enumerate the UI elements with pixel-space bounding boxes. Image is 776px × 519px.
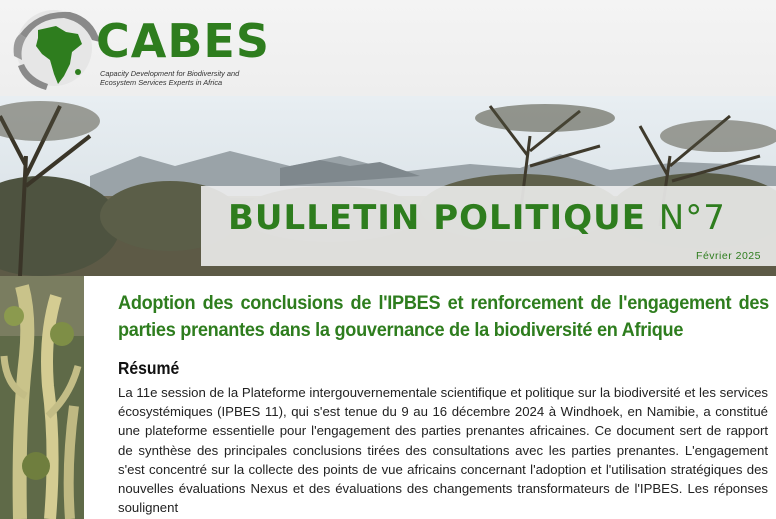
africa-globe-logo-icon (8, 4, 104, 94)
bulletin-title (228, 198, 726, 238)
logo-wordmark: CABES (96, 14, 270, 68)
bulletin-date: Février 2025 (696, 250, 761, 262)
tagline-line-1: Capacity Development for Biodiversity and (100, 69, 240, 78)
tagline-line-2: Ecosystem Services Experts in Africa (100, 78, 223, 87)
summary-paragraph: La 11e session de la Plateforme intergouvernementale scientifique et politique sur la biodiversité et les services écosystémiques (IPBES 11), qui s'est tenue du 9 au 16 décembre 2024 à Windhoek, en Namibie, a constitué une plateforme essentielle pour l'engagement des parties prenantes africaines. Ce document sert de rapport de synthèse des principales conclusions tirées des consultations avec les parties prenantes. L'engagement s'est concentré sur la collecte des points de vue africains concernant l'adoption et l'utilisation stratégiques des nouvelles évaluations Nexus et des évaluations des changements transformateurs de l'IPBES. Les réponses soulignent (118, 385, 768, 516)
logo-tagline (100, 69, 270, 87)
summary-heading: Résumé (118, 358, 180, 378)
bulletin-number: N°7 (658, 198, 726, 238)
header (0, 0, 776, 96)
document-title: Adoption des conclusions de l'IPBES et renforcement de l'engagement des parties prenantes dans la gouvernance de la biodiversité en Afrique (118, 292, 769, 341)
document-body (118, 290, 768, 517)
bulletin-label: BULLETIN POLITIQUE (228, 198, 646, 238)
succulent-plant-photo (0, 276, 84, 519)
